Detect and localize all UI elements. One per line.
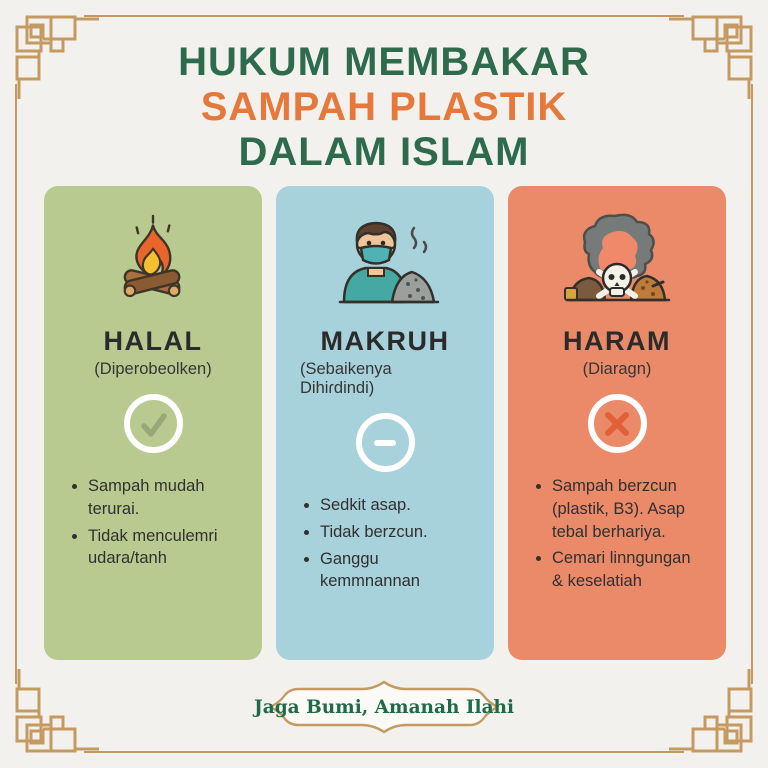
card-haram <box>508 186 726 660</box>
campfire-icon <box>105 202 201 314</box>
bullet-list <box>532 475 702 597</box>
banner-text: Jaga Bumi, Amanah Ilahi <box>253 696 515 718</box>
bullet-item: • Cemari linngungan & keselatiah <box>552 547 702 593</box>
bullet-item: • Ganggu kemmnannan <box>320 548 470 594</box>
bullet-item: • Sampah mudah terurai. <box>88 475 238 521</box>
bullet-item: • Tidak menculemri udara/tanh <box>88 525 238 571</box>
card-title: HARAM <box>563 326 671 356</box>
bullet-list <box>68 475 238 574</box>
page-title-line1: HUKUM MEMBAKAR <box>178 40 590 84</box>
cards-row <box>44 186 726 660</box>
page-title-line2: SAMPAH PLASTIK <box>200 85 568 129</box>
bullet-item: • Tidak berzcun. <box>320 521 470 544</box>
card-makruh <box>276 186 494 660</box>
corner-ornament-icon <box>669 669 765 765</box>
footer-banner <box>253 678 515 736</box>
card-title: HALAL <box>103 326 203 356</box>
cross-badge <box>588 394 647 453</box>
card-halal <box>44 186 262 660</box>
check-icon <box>135 406 171 442</box>
cross-icon <box>600 407 634 441</box>
card-title: MAKRUH <box>320 326 450 356</box>
minus-icon <box>374 440 396 446</box>
corner-ornament-icon <box>3 669 99 765</box>
check-badge <box>124 394 183 453</box>
page-title <box>0 40 768 175</box>
card-subtitle: (Diperobeolken) <box>94 360 212 378</box>
card-subtitle: (Diaragn) <box>582 360 652 378</box>
frame-line-top <box>84 15 684 17</box>
masked-person-trash-icon <box>326 202 444 314</box>
page-title-line3: DALAM ISLAM <box>238 130 530 174</box>
toxic-trash-skull-icon <box>557 202 677 314</box>
bullet-list <box>300 494 470 597</box>
bullet-item: • Sedkit asap. <box>320 494 470 517</box>
bullet-item: • Sampah berzcun (plastik, B3). Asap tebal berhariya. <box>552 475 702 543</box>
minus-badge <box>356 413 415 472</box>
card-subtitle: (Sebaikenya Dihiɾdindi) <box>300 360 392 397</box>
frame-line-bottom <box>84 751 684 753</box>
